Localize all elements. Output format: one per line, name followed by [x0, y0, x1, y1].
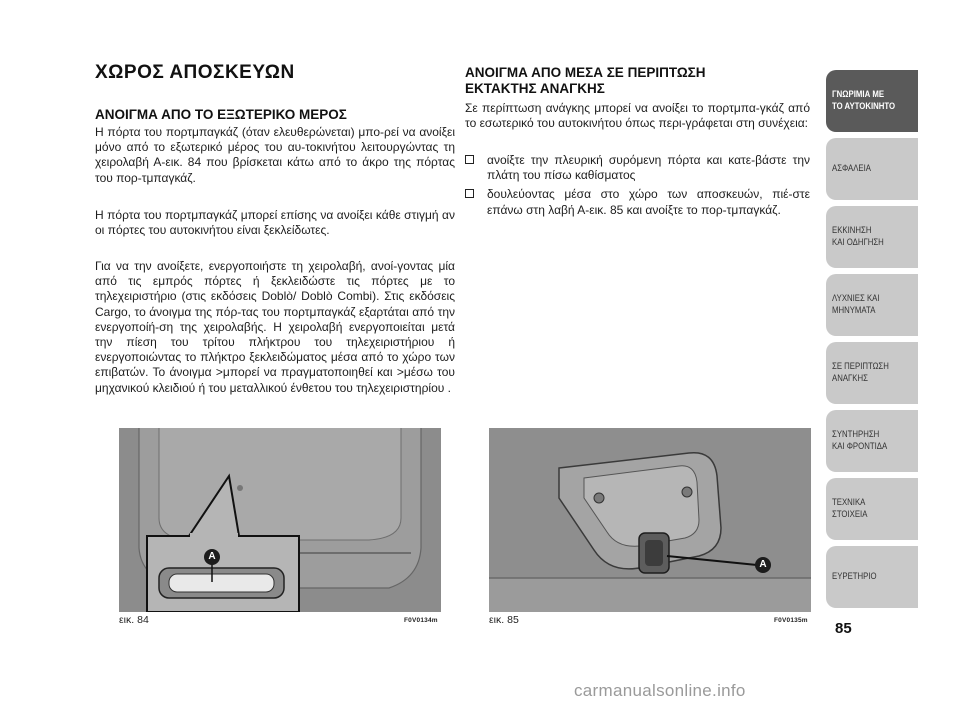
emergency-steps [465, 153, 810, 222]
figure-85-code: F0V0135m [774, 617, 808, 624]
emergency-intro: Σε περίπτωση ανάγκης μπορεί να ανοίξει το πορτμπα-γκάζ από το εσωτερικό του αυτοκινήτου όπως περι-γράφεται στη συνέχεια: [465, 101, 810, 131]
checkbox-bullet-icon [465, 155, 474, 164]
paragraph-3: Για να την ανοίξετε, ενεργοποιήστε τη χειρολαβή, ανοί-γοντας μία από τις εμπρός πόρτες ή ξεκλειδώστε τις πόρτες με το τηλεχειριστήριο (στις εκδόσεις Doblò/ Doblò Combi). Στις εκδόσεις Cargo, το άνοιγμα της πόρ-τας του πορτμπαγκάζ εξαρτάται από την ενεργοποίή-ση της χειρολαβής. Η χειρολαβή ενεργοποιείται μετά την πίεση του τρίτου πλήκτρου του τηλεχειριστήριου ή ενεργοποιώντας το πλήκτρο ξεκλειδώματος μέσα από το χώρο των επιβατών. Το άνοιγμα >μπορεί να πραγματοποιηθεί και >μέσω του μηχανικού κλειδιού ή του μεταλλικού ένθετου του τηλεχειριστηρίου . [95, 259, 455, 395]
section-title: ΧΩΡΟΣ ΑΠΟΣΚΕΥΩΝ [95, 62, 295, 83]
figure-84-code: F0V0134m [404, 617, 438, 624]
tab-starting-driving[interactable]: ΕΚΚΙΝΗΣΗ ΚΑΙ ΟΔΗΓΗΣΗ [826, 206, 918, 268]
tab-vehicle-familiarization[interactable]: ΓΝΩΡΙΜΙΑ ΜΕ ΤΟ ΑΥΤΟΚΙΝΗΤΟ [826, 70, 918, 132]
tab-warning-lights[interactable]: ΛΥΧΝΙΕΣ ΚΑΙ ΜΗΝΥΜΑΤΑ [826, 274, 918, 336]
figure-85-label: εικ. 85 [489, 614, 519, 626]
paragraph-1: Η πόρτα του πορτμπαγκάζ (όταν ελευθερώνεται) μπο-ρεί να ανοίξει μόνο από το εξωτερικό μέρος του αυ-τοκινήτου λειτουργώντας τη χειρολαβή Α-εικ. 84 που βρίσκεται κάτω από το άκρο της πόρτας του πορ-τμπαγκάζ. [95, 125, 455, 185]
heading-emergency-opening-line1: ΑΝΟΙΓΜΑ ΑΠΟ ΜΕΣΑ ΣΕ ΠΕΡΙΠΤΩΣΗ [465, 65, 706, 80]
tab-index[interactable]: ΕΥΡΕΤΗΡΙΟ [826, 546, 918, 608]
paragraph-2: Η πόρτα του πορτμπαγκάζ μπορεί επίσης να ανοίξει κάθε στιγμή αν οι πόρτες του αυτοκινήτου είναι ξεκλείδωτες. [95, 208, 455, 238]
tailgate-illustration [119, 428, 441, 612]
tab-maintenance[interactable]: ΣΥΝΤΗΡΗΣΗ ΚΑΙ ΦΡΟΝΤΙΔΑ [826, 410, 918, 472]
callout-a: A [204, 549, 220, 565]
list-item: δουλεύοντας μέσα στο χώρο των αποσκευών, πιέ-στε επάνω στη λαβή Α-εικ. 85 και ανοίξτε το πορ-τμπαγκάζ. [465, 187, 810, 217]
checkbox-bullet-icon [465, 189, 474, 198]
list-item: ανοίξτε την πλευρική συρόμενη πόρτα και κατε-βάστε την πλάτη του πίσω καθίσματος [465, 153, 810, 183]
tab-technical-data[interactable]: ΤΕΧΝΙΚΑ ΣΤΟΙΧΕΙΑ [826, 478, 918, 540]
heading-emergency-opening-line2: ΕΚΤΑΚΤΗΣ ΑΝΑΓΚΗΣ [465, 81, 605, 96]
figure-85-emergency-lever [489, 428, 811, 612]
figure-84-label: εικ. 84 [119, 614, 149, 626]
tab-safety[interactable]: ΑΣΦΑΛΕΙΑ [826, 138, 918, 200]
callout-a: A [755, 557, 771, 573]
watermark: carmanualsonline.info [574, 681, 746, 700]
latch-illustration [489, 428, 811, 612]
tab-emergency[interactable]: ΣΕ ΠΕΡΙΠΤΩΣΗ ΑΝΑΓΚΗΣ [826, 342, 918, 404]
heading-outside-opening: ΑΝΟΙΓΜΑ ΑΠΟ ΤΟ ΕΞΩΤΕΡΙΚΟ ΜΕΡΟΣ [95, 107, 347, 122]
page-number: 85 [835, 620, 852, 637]
figure-84-tailgate-handle [119, 428, 441, 612]
